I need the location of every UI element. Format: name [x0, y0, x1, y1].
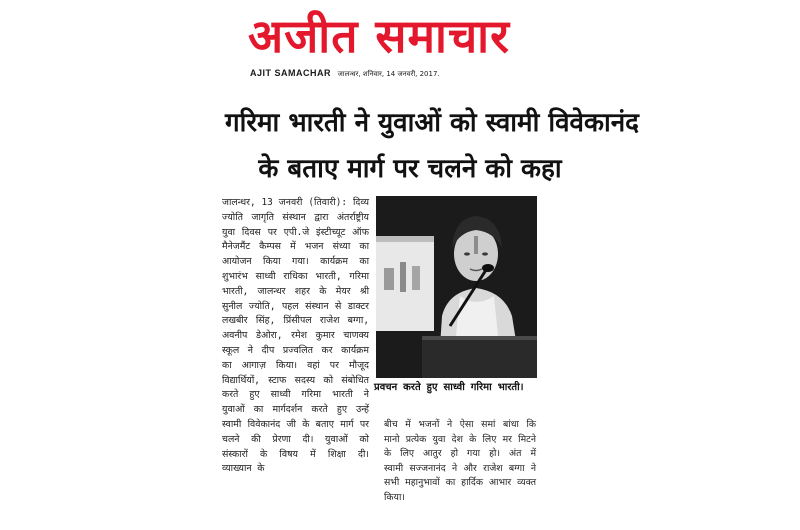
brand-name: AJIT SAMACHAR [250, 68, 332, 78]
photo-caption: प्रवचन करते हुए साध्वी गरिमा भारती। [374, 382, 524, 393]
article-continuation-text: बीच में भजनों ने ऐसा समां बांधा कि मानो प्रत्येक युवा देश के लिए मर मिटने के लिए आतुर हो गया हो। अंत में स्वामी सज्जनानंद ने और राजेश बग्गा ने सभी महानुभावों का हार्दिक आभार व्यक्त किया। [384, 419, 536, 503]
dateline: जालन्धर, शनिवार, 14 जनवरी, 2017. [337, 70, 440, 78]
article-continuation-column [384, 418, 536, 506]
article-main-text: जालन्धर, 13 जनवरी (तिवारी): दिव्य ज्योति जागृति संस्थान द्वारा अंतर्राष्ट्रीय युवा दिवस पर एपी.जे इंस्टीच्यूट ऑफ मैनेजमैंट कैम्पस में भजन संध्या का आयोजन किया गया। कार्यक्रम का शुभारंभ साध्वी राधिका भारती, गरिमा भारती, जालन्धर शहर के मेयर श्री सुनील ज्योति, पहल संस्थान से डाक्टर लखबीर सिंह, प्रिंसीपल राजेश बग्गा, अवनीप डेओरा, रमेश कुमार चाणक्य स्कूल ने दीप प्रज्वलित कर कार्यक्रम का आगाज़ किया। वहां पर मौजूद विद्यार्थियों, स्टाफ सदस्य को संबोधित करते हुए साध्वी गरिमा भारती ने युवाओं का मार्गदर्शन करते हुए उन्हें स्वामी विवेकानंद जी के बताए मार्ग पर चलने की प्रेरणा दी। युवाओं को संस्कारों के विषय में शिक्षा दी। व्याख्यान के [222, 197, 369, 475]
headline [225, 100, 639, 192]
article-photo [376, 196, 537, 378]
article-main-column [222, 196, 369, 477]
brand-line [250, 68, 440, 79]
headline-line-1: गरिमा भारती ने युवाओं को स्वामी विवेकानंद [225, 108, 639, 138]
headline-line-2: के बताए मार्ग पर चलने को कहा [258, 154, 562, 184]
speaker-photo-illustration [376, 196, 537, 378]
masthead-title: अजीत समाचार [248, 9, 510, 63]
